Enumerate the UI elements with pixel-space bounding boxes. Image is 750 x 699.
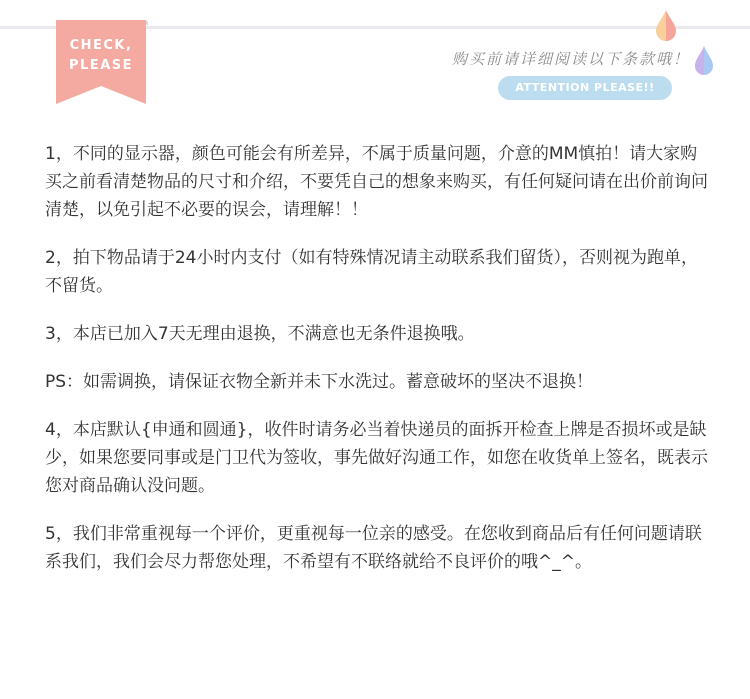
- notice-item: 4，本店默认{申通和圆通}，收件时请务必当着快递员的面拆开检查上牌是否损坏或是缺少，如果您要同事或是门卫代为签收，事先做好沟通工作，如您在收货单上签名，既表示您对商品确认没问题。: [45, 420, 708, 496]
- notice-list: [45, 140, 710, 596]
- notice-item: 5，我们非常重视每一个评价，更重视每一位亲的感受。在您收到商品后有任何问题请联系我们，我们会尽力帮您处理，不希望有不联络就给不良评价的哦^_^。: [45, 524, 702, 572]
- notice-item: 2，拍下物品请于24小时内支付（如有特殊情况请主动联系我们留货），否则视为跑单，不留货。: [45, 248, 698, 296]
- banner-label-line-1: CHECK,: [69, 38, 133, 53]
- raindrop-icon: [694, 46, 714, 76]
- notice-item: 3，本店已加入7天无理由退换，不满意也无条件退换哦。: [45, 324, 475, 344]
- raindrop-icon: [655, 10, 677, 42]
- attention-badge: ATTENTION PLEASE!!: [498, 76, 672, 100]
- banner-label-line-2: PLEASE: [69, 58, 133, 73]
- check-please-banner: [56, 20, 148, 104]
- banner-label: [56, 36, 146, 76]
- notice-item: 1，不同的显示器，颜色可能会有所差异，不属于质量问题，介意的MM慎拍！请大家购买之前看清楚物品的尺寸和介绍，不要凭自己的想象来购买，有任何疑问请在出价前询问清楚，以免引起不必要的误会，请理解！！: [45, 144, 708, 220]
- purchase-notice-subtitle: 购买前请详细阅读以下条款哦！: [451, 50, 690, 68]
- notice-item: PS：如需调换，请保证衣物全新并未下水洗过。蓄意破坏的坚决不退换！: [45, 372, 594, 392]
